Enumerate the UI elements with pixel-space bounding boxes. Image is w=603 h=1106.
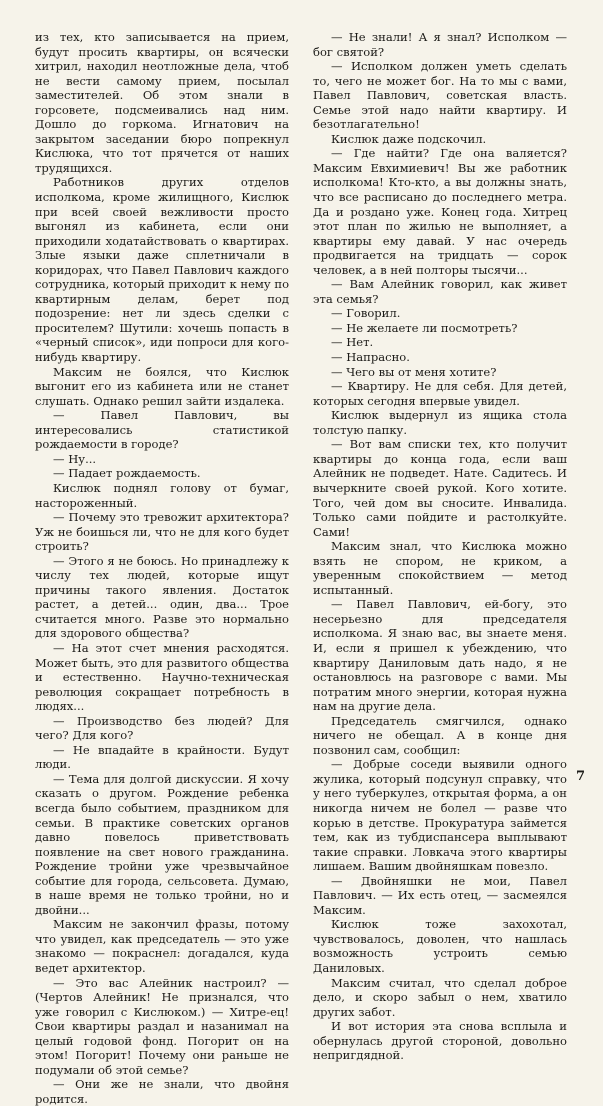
paragraph: — Нет. — [331, 335, 374, 350]
paragraph: — Добрые соседи выявили одного жулика, который подсунул справку, что у него туберкулез, открытая форма, а он никогда ничем не болел — разве что корью в детстве. Прокуратура займется тем, как из тубдиспансера выплывают такие справки. Ловкача этого квартиры лишаем. Вашим двойняшкам повезло. — [313, 757, 567, 874]
paragraph: И вот история эта снова всплыла и обернулась другой стороной, довольно непригдядной. — [313, 1019, 567, 1063]
paragraph: из тех, кто записывается на прием, будут просить квартиры, он всячески хитрил, находил неотложные дела, чтоб не вести самому прием, посылал заместителей. Об этом знали в горсовете, подсмеивались над ним. Дошло до горкома. Игнатович на закрытом заседании бюро попрекнул Кислюка, что тот прячется от наших трудящихся. — [35, 30, 289, 175]
paragraph: Кислюк выдернул из ящика стола толстую папку. — [313, 408, 567, 437]
paragraph: — Не желаете ли посмотреть? — [331, 320, 518, 335]
paragraph: — Павел Павлович, ей-богу, это несерьезно для председателя исполкома. Я знаю вас, вы знаете меня. И, если я пришел к убеждению, что квартиру Даниловым дать надо, я не остановлюсь на разговоре с вами. Мы потратим много энергии, которая нужна нам на другие дела. — [313, 597, 567, 714]
paragraph: — Чего вы от меня хотите? — [331, 364, 497, 379]
paragraph: Председатель смягчился, однако ничего не обещал. А в конце дня позвонил сам, сообщил: — [313, 713, 567, 757]
paragraph: Кислюк даже подскочил. — [331, 131, 487, 146]
paragraph: Максим не закончил фразы, потому что увидел, как председатель — это уже знакомо — покраснел: догадался, куда ведет архитектор. — [35, 917, 289, 975]
paragraph: — Не знали! А я знал? Исполком — бог святой? — [313, 30, 567, 59]
paragraph: — На этот счет мнения расходятся. Может быть, это для развитого общества и естественно. Научно-техническая революция сокращает потребность в людях... — [35, 640, 289, 714]
paragraph: — Падает рождаемость. — [53, 466, 201, 481]
paragraph: — Вам Алейник говорил, как живет эта семья? — [313, 277, 567, 306]
paragraph: — Вот вам списки тех, кто получит квартиры до конца года, если ваш Алейник не подведет. Нате. Садитесь. И вычеркните своей рукой. Кого хотите. Того, чей дом вы сносите. Инвалида. Только сами пойдите и растолкуйте. Сами! — [313, 437, 567, 539]
paragraph: Максим знал, что Кислюка можно взять не спором, не криком, а уверенным спокойствием — метод испытанный. — [313, 539, 567, 597]
paragraph: — Этого я не боюсь. Но принадлежу к числу тех людей, которые ищут причины такого явления. Достаток растет, а детей... один, два... Трое считается много. Разве это нормально для здорового общества? — [35, 553, 289, 641]
left-text-column — [35, 30, 289, 1106]
paragraph: — Двойняшки не мои, Павел Павлович. — Их есть отец, — засмеялся Максим. — [313, 873, 567, 917]
paragraph: — Говорил. — [331, 306, 401, 321]
paragraph: Максим не боялся, что Кислюк выгонит его из кабинета или не станет слушать. Однако решил зайти издалека. — [35, 364, 289, 408]
paragraph: — Это вас Алейник настроил? — (Чертов Алейник! Не признался, что уже говорил с Кислюком.) — Хитре-ец! Свои квартиры раздал и назанимал на целый годовой фонд. Погорит он на этом! Погорит! Почему они раньше не подумали об этой семье? — [35, 975, 289, 1077]
paragraph: — Где найти? Где она валяется? Максим Евхимиевич! Вы же работник исполкома! Кто-кто, а вы должны знать, что все расписано до последнего метра. Да и роздано уже. Конец года. Хитрец этот план по жилью не выполняет, а квартиры ему давай. У нас очередь продвигается на тридцать — сорок человек, а в ней полторы тысячи... — [313, 146, 567, 277]
right-text-column — [313, 30, 567, 1063]
paragraph: — Производство без людей? Для чего? Для кого? — [35, 713, 289, 743]
paragraph: Кислюк тоже захохотал, чувствовалось, доволен, что нашлась возможность устроить семью Даниловых. — [313, 917, 567, 975]
paragraph: — Не впадайте в крайности. Будут люди. — [35, 742, 289, 772]
page-number: 7 — [576, 769, 586, 784]
paragraph: — Напрасно. — [331, 350, 410, 365]
paragraph: — Квартиру. Не для себя. Для детей, которых сегодня впервые увидел. — [313, 379, 567, 408]
paragraph: — Почему это тревожит архитектора? Уж не боишься ли, что не для кого будет строить? — [35, 510, 289, 554]
paragraph: — Тема для долгой дискуссии. Я хочу сказать о другом. Рождение ребенка всегда было событием, праздником для семьи. В практике советских органов давно повелось приветствовать появление на свет нового гражданина. Рождение тройни уже чрезвычайное событие для города, сельсовета. Думаю, в наше время не только тройни, но и двойни... — [35, 771, 289, 917]
paragraph: Кислюк поднял голову от бумаг, настороженный. — [35, 480, 289, 510]
paragraph: — Павел Павлович, вы интересовались статистикой рождаемости в городе? — [35, 408, 289, 452]
paragraph: — Ну... — [53, 451, 97, 466]
paragraph: — Исполком должен уметь сделать то, чего не может бог. На то мы с вами, Павел Павлович, советская власть. Семье этой надо найти квартиру. И безотлагательно! — [313, 59, 567, 132]
paragraph: Работников других отделов исполкома, кроме жилищного, Кислюк при всей своей вежливости просто выгонял из кабинета, если они приходили ходатайствовать о квартирах. Злые языки даже сплетничали в коридорах, что Павел Павлович каждого сотрудника, который приходит к нему по квартирным делам, берет под подозрение: нет ли здесь сделки с просителем? Шутили: хочешь попасть в «черный список», иди попроси для кого-нибудь квартиру. — [35, 175, 290, 365]
paragraph: Максим считал, что сделал доброе дело, и скоро забыл о нем, хватило других забот. — [313, 975, 567, 1019]
paragraph: — Они же не знали, что двойня родится. — [35, 1077, 289, 1106]
